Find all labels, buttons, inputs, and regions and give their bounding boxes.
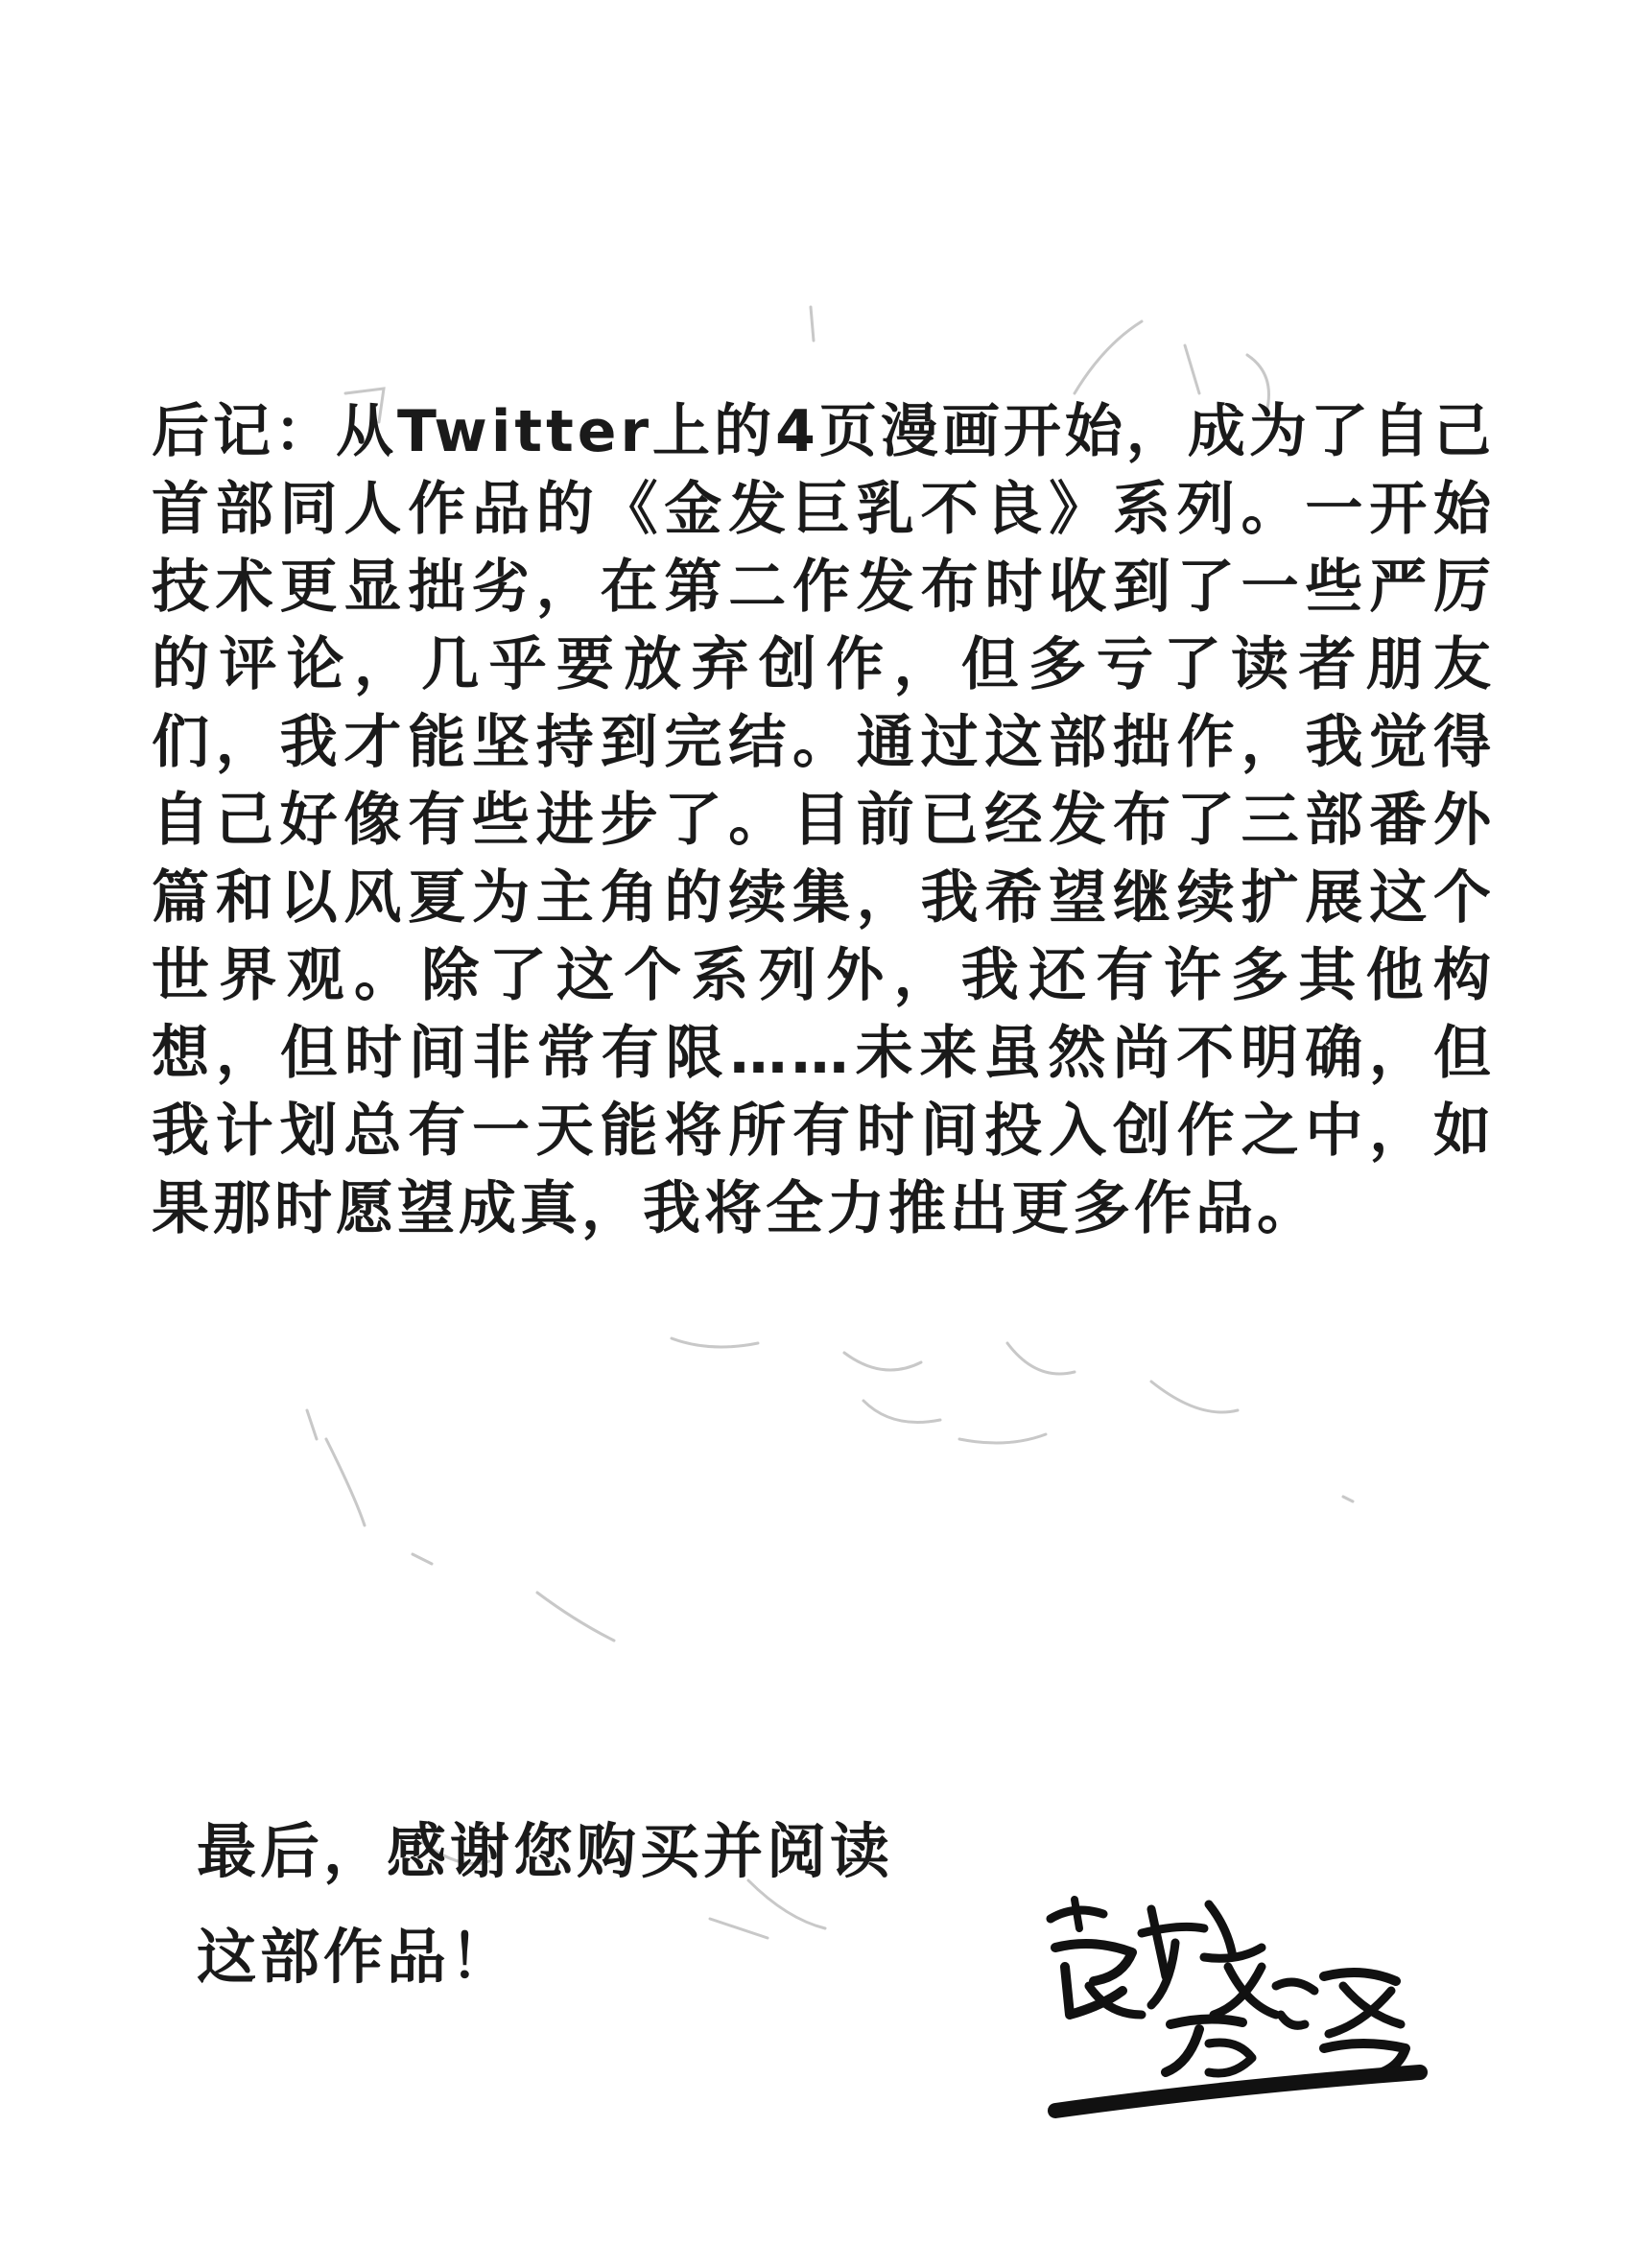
closing-message bbox=[197, 1799, 1137, 2010]
closing-line-1: 最后，感谢您购买并阅读 bbox=[197, 1816, 894, 1886]
afterword-text: 后记：从Twitter上的4页漫画开始，成为了自己首部同人作品的《金发巨乳不良》系列。一开始技术更显拙劣，在第二作发布时收到了一些严厉的评论，几乎要放弃创作，但多亏了读者朋友们，我才能坚持到完结。通过这部拙作，我觉得自己好像有些进步了。目前已经发布了三部番外篇和以风夏为主角的续集，我希望继续扩展这个世界观。除了这个系列外，我还有许多其他构想，但时间非常有限……未来虽然尚不明确，但我计划总有一天能将所有时间投入创作之中，如果那时愿望成真，我将全力推出更多作品。 bbox=[152, 398, 1495, 1242]
author-signature bbox=[1036, 1871, 1449, 2130]
closing-line-2: 这部作品！ bbox=[197, 1922, 514, 1992]
